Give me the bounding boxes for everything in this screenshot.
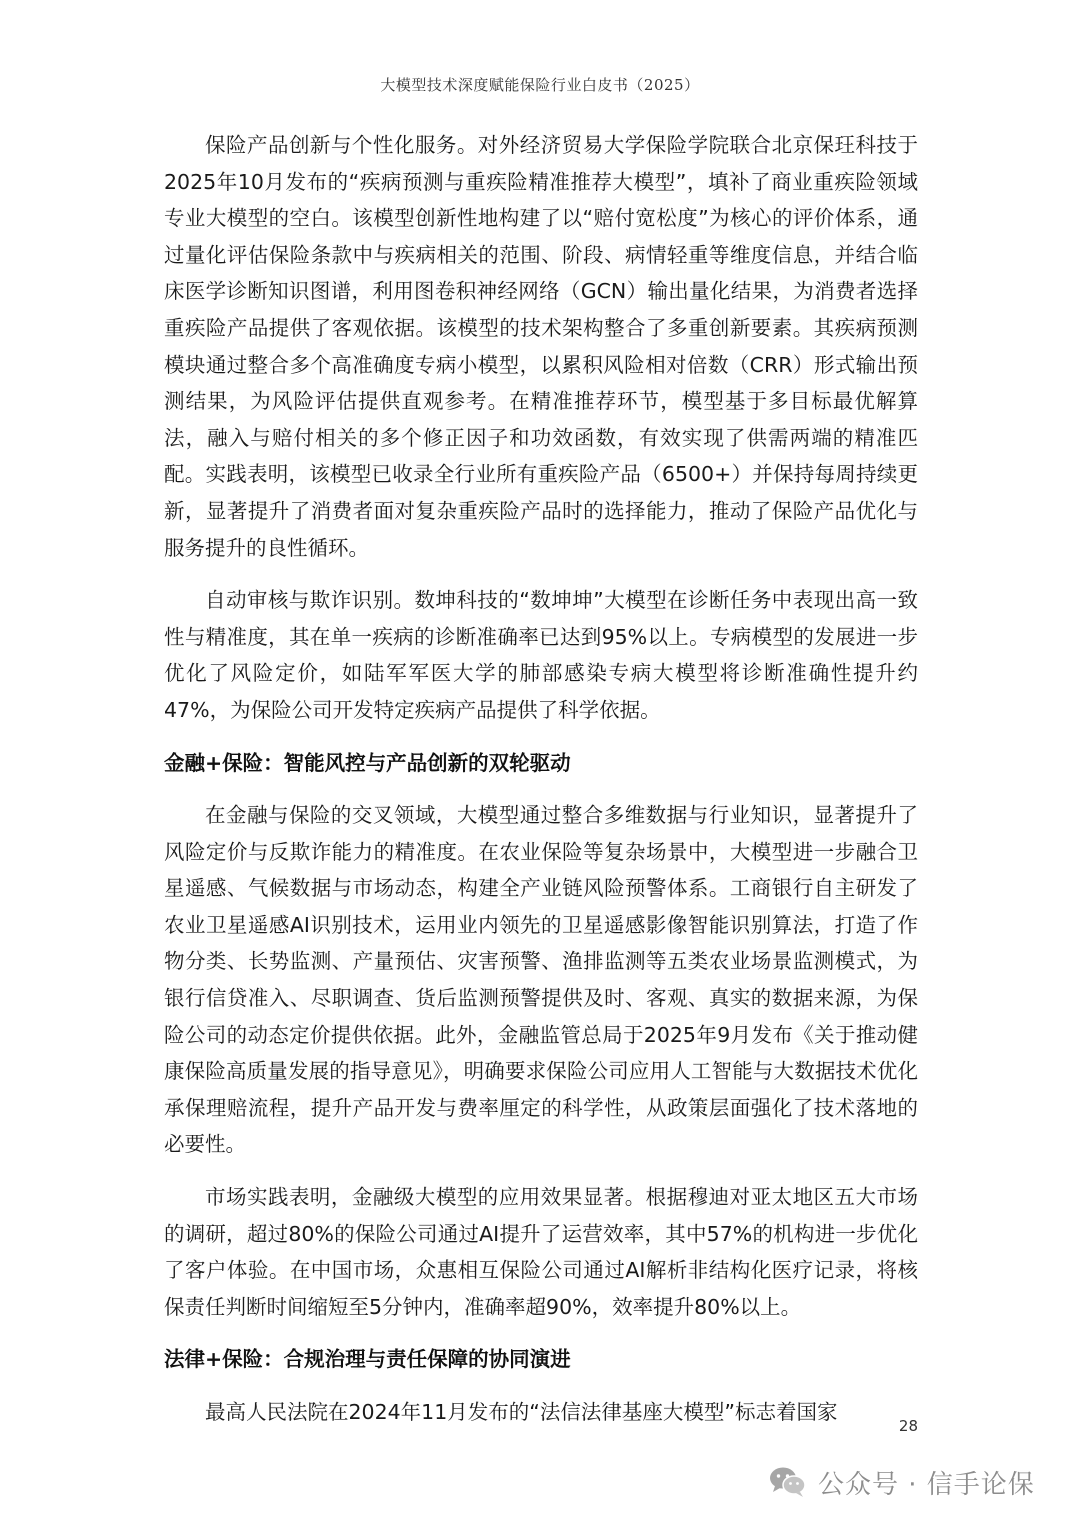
- paragraph-market-practice: 市场实践表明，金融级大模型的应用效果显著。根据穆迪对亚太地区五大市场的调研，超过80%的保险公司通过AI提升了运营效率，其中57%的机构进一步优化了客户体验。在中国市场，众惠相互保险公司通过AI解析非结构化医疗记录，将核保责任判断时间缩短至5分钟内，准确率超90%，效率提升80%以上。: [164, 1185, 918, 1319]
- running-header: 大模型技术深度赋能保险行业白皮书（2025）: [380, 76, 700, 94]
- section-heading-finance-insurance: 金融+保险：智能风控与产品创新的双轮驱动: [164, 750, 571, 775]
- paragraph-product-innovation: 保险产品创新与个性化服务。对外经济贸易大学保险学院联合北京保玨科技于2025年10月发布的“疾病预测与重疾险精准推荐大模型”，填补了商业重疾险领域专业大模型的空白。该模型创新性地构建了以“赔付宽松度”为核心的评价体系，通过量化评估保险条款中与疾病相关的范围、阶段、病情轻重等维度信息，并结合临床医学诊断知识图谱，利用图卷积神经网络（GCN）输出量化结果，为消费者选择重疾险产品提供了客观依据。该模型的技术架构整合了多重创新要素。其疾病预测模块通过整合多个高准确度专病小模型，以累积风险相对倍数（CRR）形式输出预测结果，为风险评估提供直观参考。在精准推荐环节，模型基于多目标最优解算法，融入与赔付相关的多个修正因子和功效函数，有效实现了供需两端的精准匹配。实践表明，该模型已收录全行业所有重疾险产品（6500+）并保持每周持续更新，显著提升了消费者面对复杂重疾险产品时的选择能力，推动了保险产品优化与服务提升的良性循环。: [164, 133, 918, 560]
- wechat-icon: [768, 1465, 808, 1499]
- paragraph-fraud-detection: 自动审核与欺诈识别。数坤科技的“数坤坤”大模型在诊断任务中表现出高一致性与精准度，其在单一疾病的诊断准确率已达到95%以上。专病模型的发展进一步优化了风险定价，如陆军军医大学的肺部感染专病大模型将诊断准确性提升约47%，为保险公司开发特定疾病产品提供了科学依据。: [164, 588, 918, 722]
- watermark-text: 公众号 · 信手论保: [818, 1469, 1035, 1500]
- page-number: 28: [898, 1417, 918, 1435]
- body-text: [164, 127, 918, 1431]
- paragraph-finance-insurance: 在金融与保险的交叉领域，大模型通过整合多维数据与行业知识，显著提升了风险定价与反欺诈能力的精准度。在农业保险等复杂场景中，大模型进一步融合卫星遥感、气候数据与市场动态，构建全产业链风险预警体系。工商银行自主研发了农业卫星遥感AI识别技术，运用业内领先的卫星遥感影像智能识别算法，打造了作物分类、长势监测、产量预估、灾害预警、渔排监测等五类农业场景监测模式，为银行信贷准入、尽职调查、货后监测预警提供及时、客观、真实的数据来源，为保险公司的动态定价提供依据。此外，金融监管总局于2025年9月发布《关于推动健康保险高质量发展的指导意见》，明确要求保险公司应用人工智能与大数据技术优化承保理赔流程，提升产品开发与费率厘定的科学性，从政策层面强化了技术落地的必要性。: [164, 803, 918, 1157]
- watermark: [768, 1462, 1035, 1502]
- section-heading-law-insurance: 法律+保险：合规治理与责任保障的协同演进: [164, 1347, 571, 1372]
- paragraph-supreme-court: 最高人民法院在2024年11月发布的“法信法律基座大模型”标志着国家: [205, 1400, 838, 1424]
